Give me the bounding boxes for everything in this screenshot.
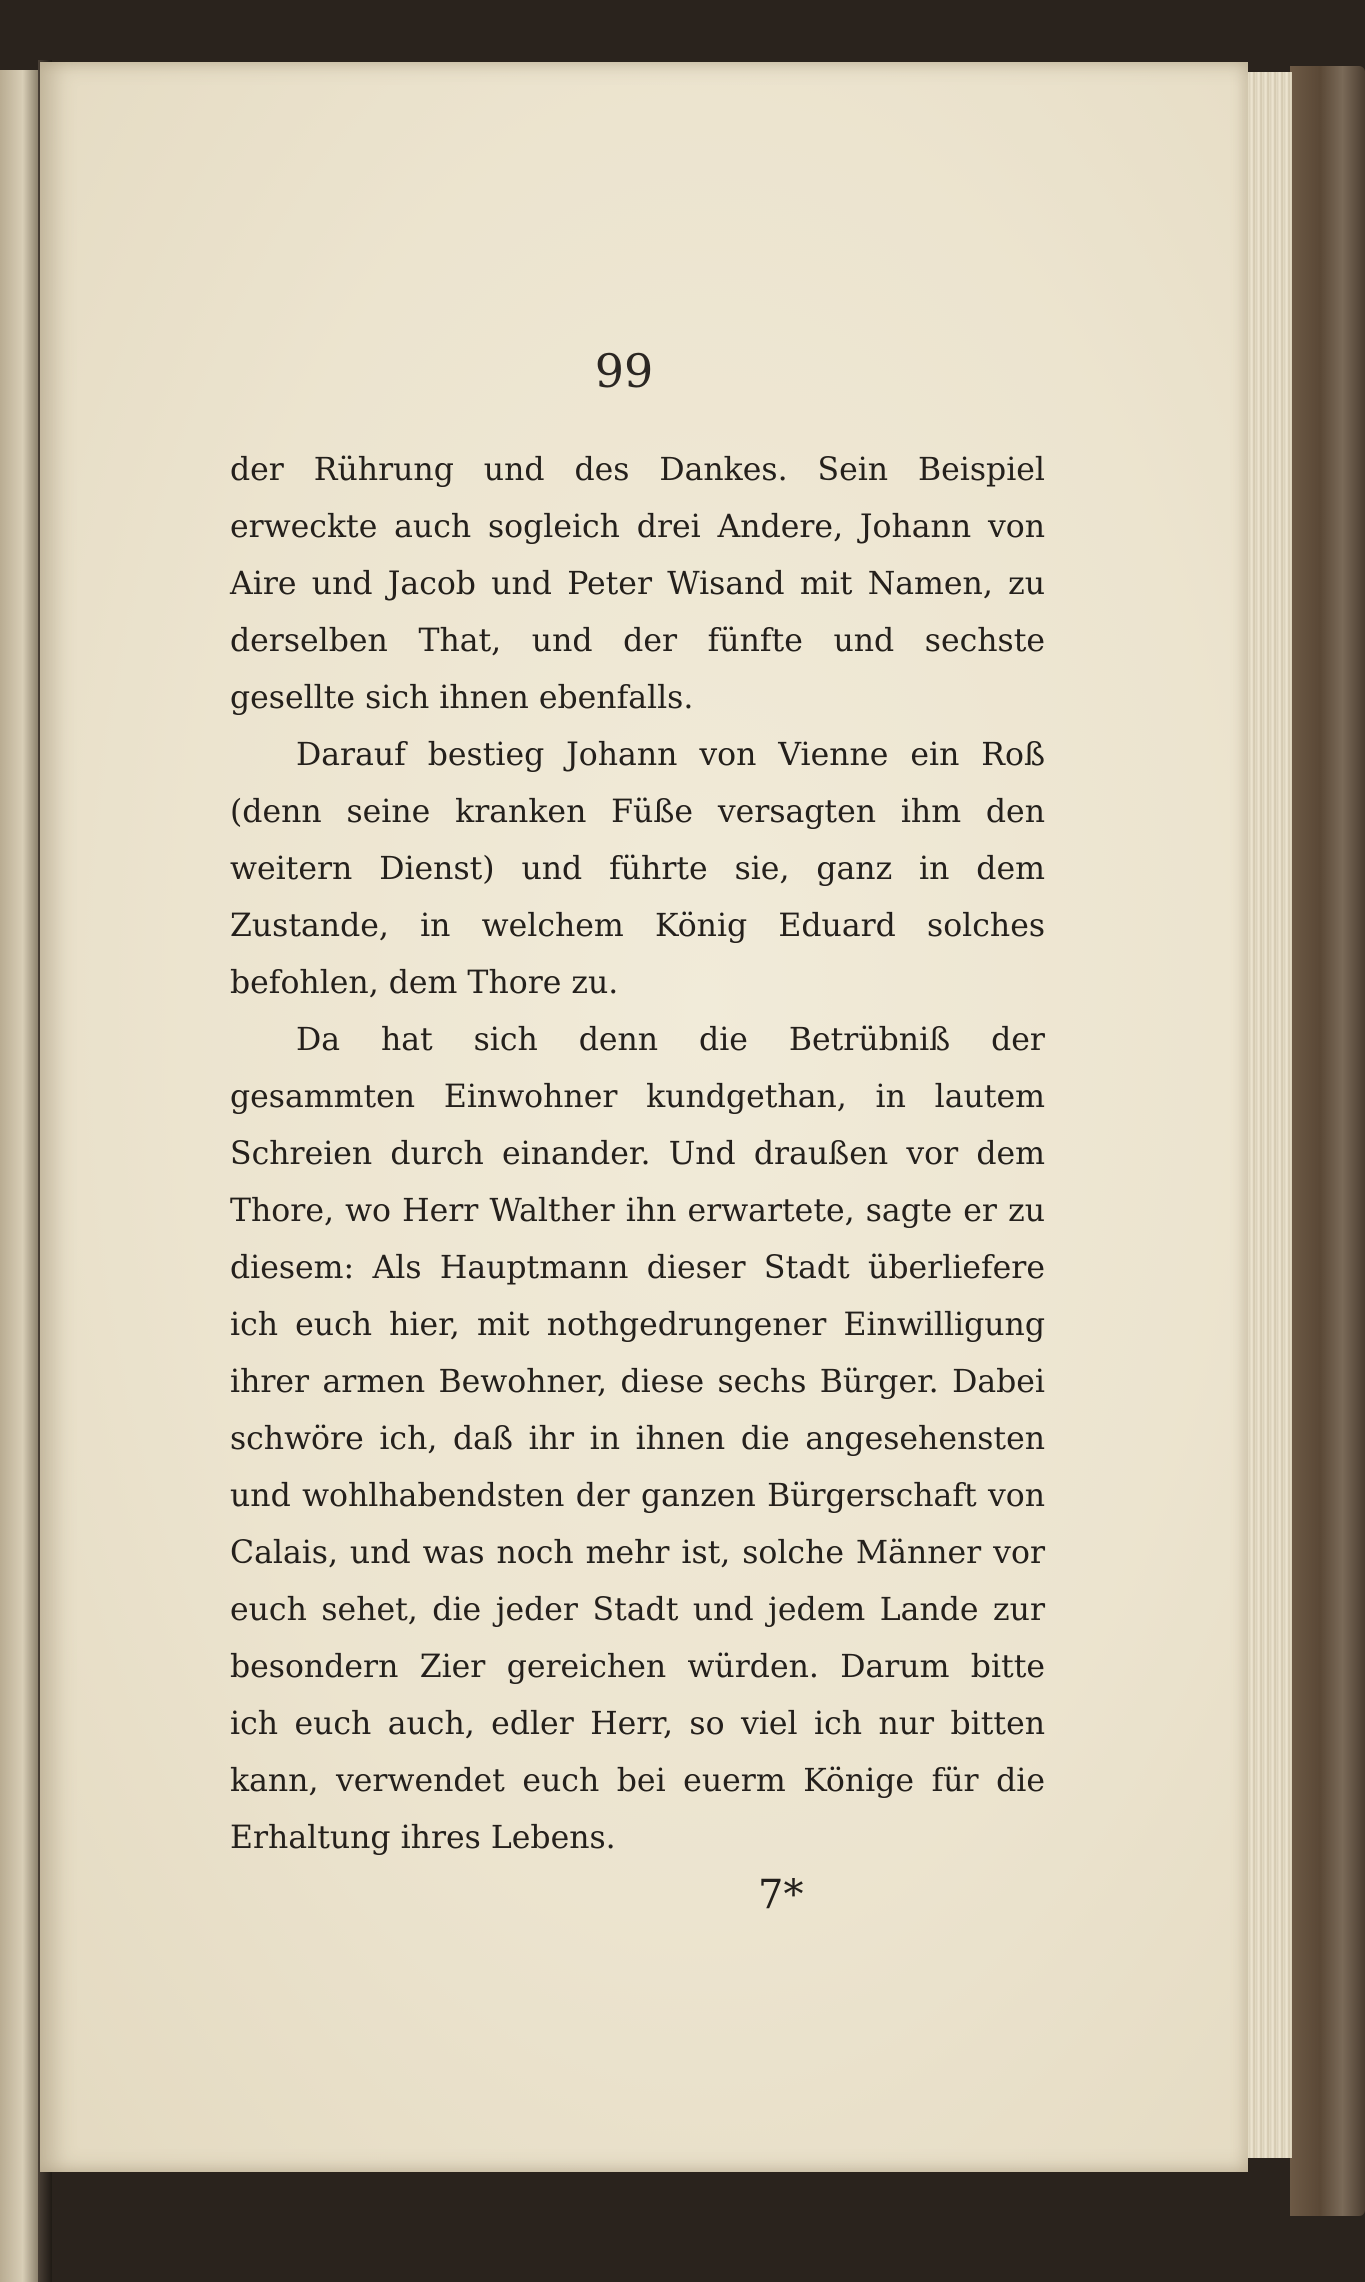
- paragraph-1: der Rührung und des Dankes. Sein Beispiel erweckte auch sogleich drei Andere, Johann von Aire und Jacob und Peter Wisand mit Namen, zu derselben That, und der fünfte und sechste gesellte sich ihnen ebenfalls.: [230, 452, 1045, 716]
- paragraph-2: Darauf bestieg Johann von Vienne ein Roß (denn seine kranken Füße versagten ihm den weitern Dienst) und führte sie, ganz in dem Zustande, in welchem König Eduard solches befohlen, dem Thore zu.: [230, 737, 1045, 1001]
- book-page: [40, 62, 1248, 2172]
- signature-mark: 7*: [758, 1872, 804, 1918]
- page-number: 99: [594, 344, 654, 398]
- left-page-edge: [0, 70, 38, 2282]
- book-cover-edge: [1290, 66, 1365, 2216]
- page-body: [230, 442, 1045, 1867]
- paragraph-3: Da hat sich denn die Betrübniß der gesammten Einwohner kundgethan, in lautem Schreien durch einander. Und draußen vor dem Thore, wo Herr Walther ihn erwartete, sagte er zu diesem: Als Hauptmann dieser Stadt überliefere ich euch hier, mit nothgedrungener Einwilligung ihrer armen Bewohner, diese sechs Bürger. Dabei schwöre ich, daß ihr in ihnen die angesehensten und wohlhabendsten der ganzen Bürgerschaft von Calais, und was noch mehr ist, solche Männer vor euch sehet, die jeder Stadt und jedem Lande zur besondern Zier gereichen würden. Darum bitte ich euch auch, edler Herr, so viel ich nur bitten kann, verwendet euch bei euerm Könige für die Erhaltung ihres Lebens.: [230, 1022, 1045, 1856]
